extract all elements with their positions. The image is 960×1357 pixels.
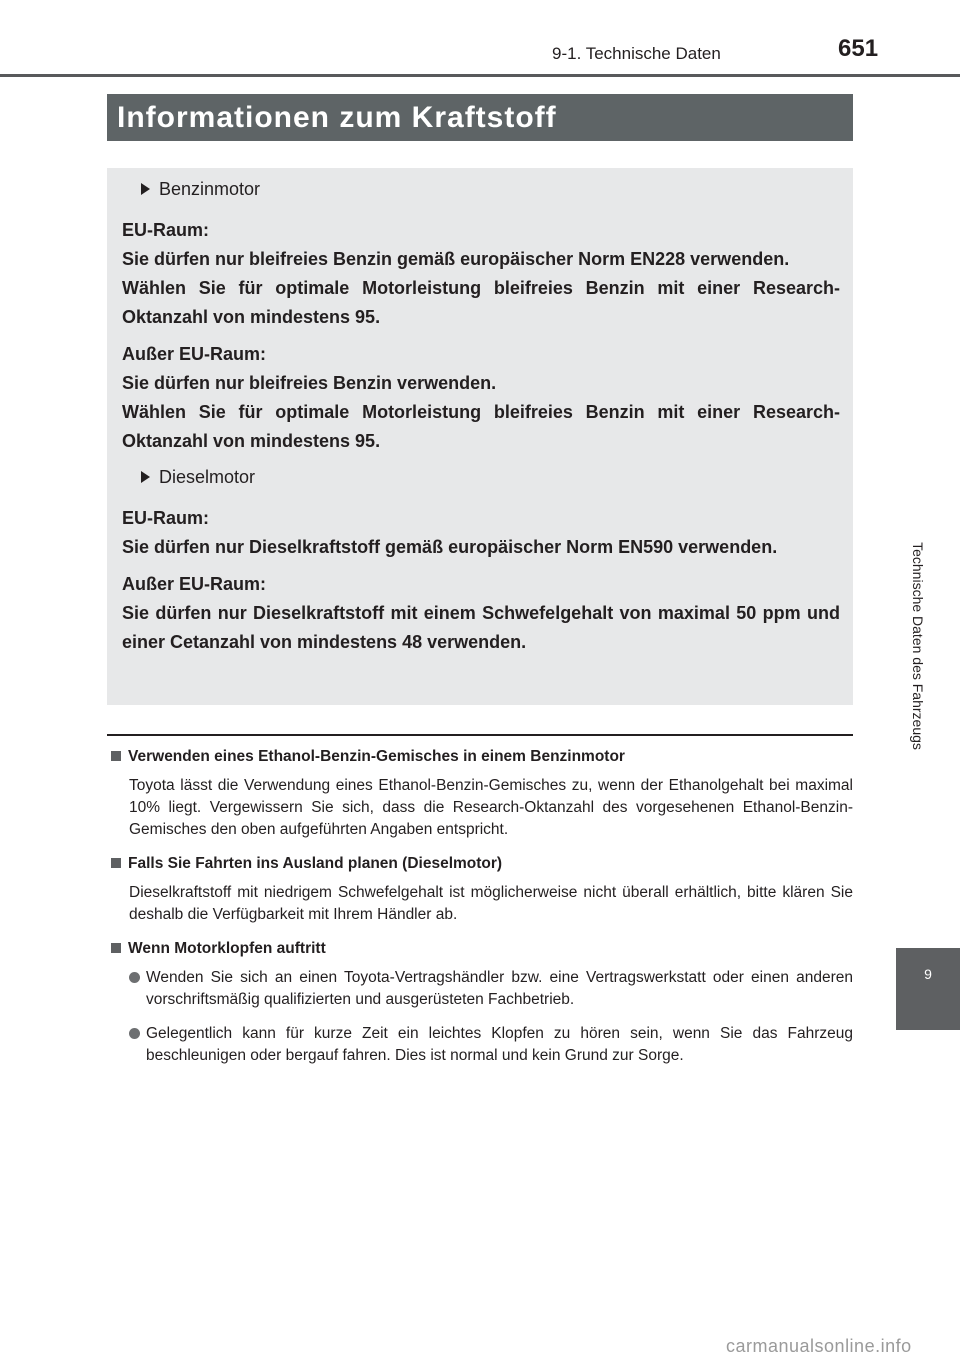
page-title-bar xyxy=(107,94,853,141)
square-bullet-icon xyxy=(111,858,121,868)
note-text: Toyota lässt die Verwendung eines Ethanol-Benzin-Gemisches zu, wenn der Ethanolgehalt bei maximal 10% liegt. Vergewissern Sie sich, dass die Research-Oktanzahl des vorgesehenen Ethanol-Benzin-Gemisches den oben aufgeführten Angaben entspricht. xyxy=(129,777,853,838)
petrol-eu-text-2: Wählen Sie für optimale Motorleistung bleifreies Benzin mit einer Research-Oktanzahl von mindestens 95. xyxy=(122,278,840,327)
circle-bullet-icon xyxy=(129,972,140,983)
petrol-non-eu-text-2: Wählen Sie für optimale Motorleistung bleifreies Benzin mit einer Research-Oktanzahl von mindestens 95. xyxy=(122,402,840,451)
fuel-info-box xyxy=(107,168,853,705)
note-text: Dieselkraftstoff mit niedrigem Schwefelgehalt ist möglicherweise nicht überall erhältlich, bitte klären Sie deshalb die Verfügbarkeit mit Ihrem Händler ab. xyxy=(129,884,853,923)
diesel-eu-text-1: Sie dürfen nur Dieselkraftstoff gemäß europäischer Norm EN590 verwenden. xyxy=(122,537,778,557)
petrol-eu-text-1: Sie dürfen nur bleifreies Benzin gemäß europäischer Norm EN228 verwenden. xyxy=(122,249,790,269)
note-bullet-item: Wenden Sie sich an einen Toyota-Vertragshändler bzw. eine Vertragswerkstatt oder einen anderen vorschriftsmäßig qualifizierten und ausgerüsteten Fachbetrieb. xyxy=(111,967,853,1011)
diesel-non-eu-text-1: Sie dürfen nur Dieselkraftstoff mit einem Schwefelgehalt von maximal 50 ppm und einer Cetanzahl von mindestens 48 verwenden. xyxy=(122,603,840,652)
petrol-non-eu-text-1: Sie dürfen nur bleifreies Benzin verwenden. xyxy=(122,373,497,393)
square-bullet-icon xyxy=(111,943,121,953)
notes-section xyxy=(111,746,853,1079)
petrol-eu-heading: EU-Raum: xyxy=(122,220,210,240)
section-title: 9-1. Technische Daten xyxy=(552,44,721,63)
page-title: Informationen zum Kraftstoff xyxy=(117,101,557,134)
watermark: carmanualsonline.info xyxy=(726,1336,912,1356)
chapter-side-title: Technische Daten des Fahrzeugs xyxy=(910,542,926,750)
triangle-bullet-icon xyxy=(141,183,150,195)
page-number: 651 xyxy=(838,35,879,62)
note-heading: Wenn Motorklopfen auftritt xyxy=(111,938,853,960)
diesel-eu-heading: EU-Raum: xyxy=(122,508,210,528)
circle-bullet-icon xyxy=(129,1028,140,1039)
note-bullet-item: Gelegentlich kann für kurze Zeit ein leichtes Klopfen zu hören sein, wenn Sie das Fahrzeug beschleunigen oder bergauf fahren. Dies ist normal und kein Grund zur Sorge. xyxy=(111,1023,853,1067)
diesel-engine-label: Dieselmotor xyxy=(122,464,840,490)
petrol-non-eu-heading: Außer EU-Raum: xyxy=(122,344,267,364)
triangle-bullet-icon xyxy=(141,471,150,483)
note-heading: Falls Sie Fahrten ins Ausland planen (Dieselmotor) xyxy=(111,853,853,875)
diesel-eu-block xyxy=(122,504,840,562)
petrol-non-eu-block xyxy=(122,340,840,456)
chapter-tab-number: 9 xyxy=(924,966,932,982)
diesel-non-eu-block xyxy=(122,570,840,657)
header-divider xyxy=(0,74,960,77)
diesel-non-eu-heading: Außer EU-Raum: xyxy=(122,574,267,594)
chapter-tab[interactable] xyxy=(896,948,960,1030)
petrol-eu-block xyxy=(122,216,840,332)
note-heading: Verwenden eines Ethanol-Benzin-Gemisches in einem Benzinmotor xyxy=(111,746,853,768)
square-bullet-icon xyxy=(111,751,121,761)
petrol-engine-label: Benzinmotor xyxy=(122,176,840,202)
section-divider xyxy=(107,734,853,736)
